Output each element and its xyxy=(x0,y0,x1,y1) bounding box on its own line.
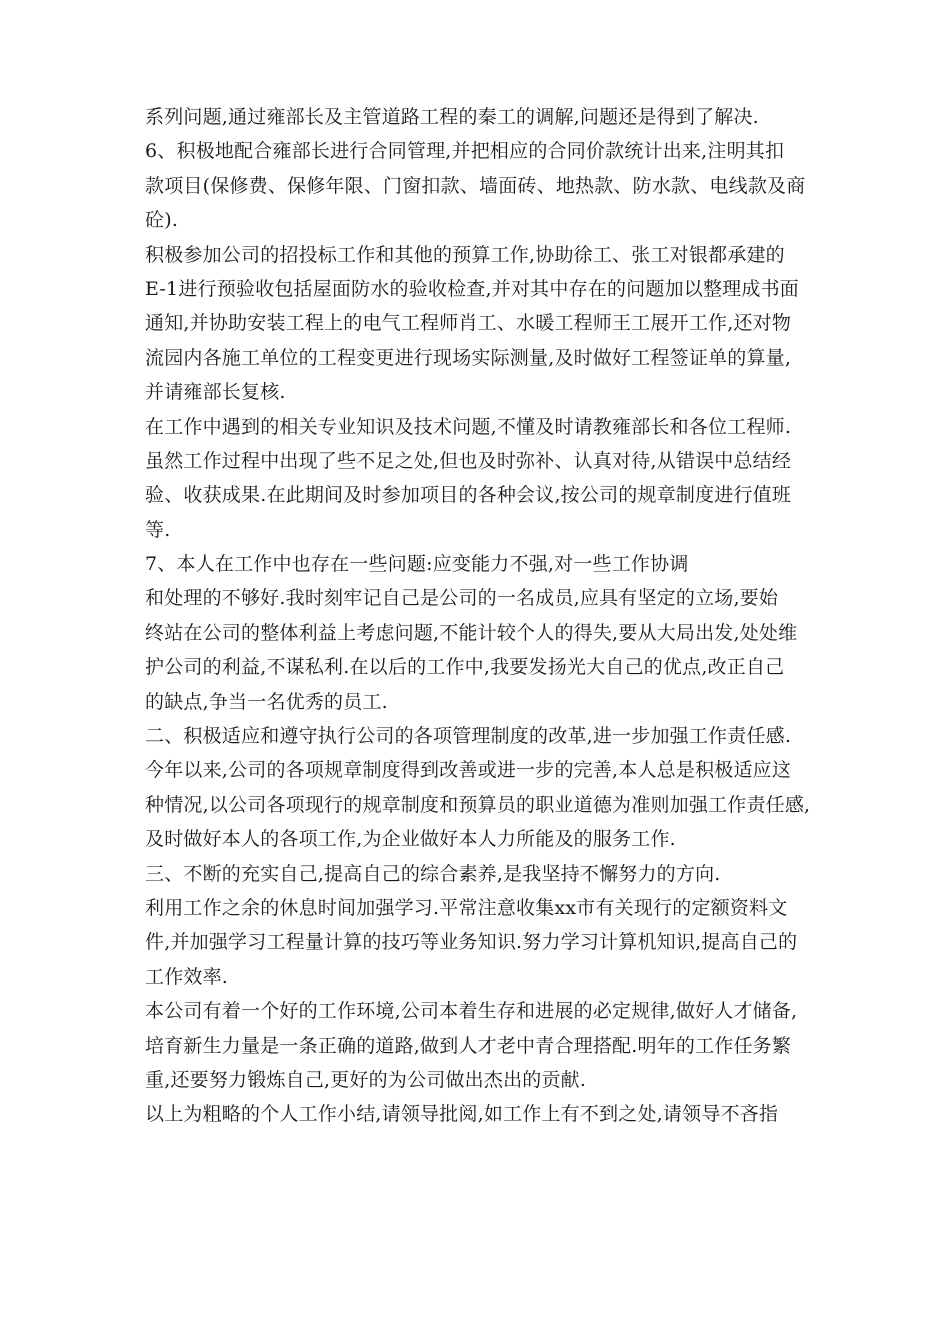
text-line: 通知,并协助安装工程上的电气工程师肖工、水暖工程师王工展开工作,还对物 xyxy=(145,312,792,335)
document-body xyxy=(145,100,815,1132)
text-line: 以上为粗略的个人工作小结,请领导批阅,如工作上有不到之处,请领导不吝指 xyxy=(145,1103,779,1126)
text-line: 利用工作之余的休息时间加强学习.平常注意收集xx市有关现行的定额资料文 xyxy=(145,896,788,919)
text-line: 款项目(保修费、保修年限、门窗扣款、墙面砖、地热款、防水款、电线款及商 xyxy=(145,174,806,197)
text-line: 积极参加公司的招投标工作和其他的预算工作,协助徐工、张工对银都承建的 xyxy=(145,243,785,266)
text-line: 6、积极地配合雍部长进行合同管理,并把相应的合同价款统计出来,注明其扣 xyxy=(145,140,785,163)
text-line: 件,并加强学习工程量计算的技巧等业务知识.努力学习计算机知识,提高自己的 xyxy=(145,931,798,954)
text-line: 7、本人在工作中也存在一些问题:应变能力不强,对一些工作协调 xyxy=(145,553,689,576)
text-line: 虽然工作过程中出现了些不足之处,但也及时弥补、认真对待,从错误中总结经 xyxy=(145,449,792,472)
text-line: 的缺点,争当一名优秀的员工. xyxy=(145,690,388,713)
text-line: 在工作中遇到的相关专业知识及技术问题,不懂及时请教雍部长和各位工程师. xyxy=(145,415,792,438)
text-line: 重,还要努力锻炼自己,更好的为公司做出杰出的贡献. xyxy=(145,1068,587,1091)
text-line: 护公司的利益,不谋私利.在以后的工作中,我要发扬光大自己的优点,改正自己 xyxy=(145,656,785,679)
text-line: 培育新生力量是一条正确的道路,做到人才老中青合理搭配.明年的工作任务繁 xyxy=(145,1034,792,1057)
text-line: 二、积极适应和遵守执行公司的各项管理制度的改革,进一步加强工作责任感. xyxy=(145,725,792,748)
text-line: E-1进行预验收包括屋面防水的验收检查,并对其中存在的问题加以整理成书面 xyxy=(145,277,799,300)
text-line: 本公司有着一个好的工作环境,公司本着生存和进展的必定规律,做好人才储备, xyxy=(145,1000,798,1023)
text-line: 验、收获成果.在此期间及时参加项目的各种会议,按公司的规章制度进行值班 xyxy=(145,484,792,507)
text-line: 工作效率. xyxy=(145,965,229,988)
text-line: 等. xyxy=(145,518,171,541)
text-line: 砼). xyxy=(145,209,179,232)
text-line: 系列问题,通过雍部长及主管道路工程的秦工的调解,问题还是得到了解决. xyxy=(145,106,759,128)
text-line: 三、不断的充实自己,提高自己的综合素养,是我坚持不懈努力的方向. xyxy=(145,862,721,885)
text-line: 今年以来,公司的各项规章制度得到改善或进一步的完善,本人总是积极适应这 xyxy=(145,759,792,782)
text-line: 和处理的不够好.我时刻牢记自己是公司的一名成员,应具有坚定的立场,要始 xyxy=(145,587,779,610)
text-line: 并请雍部长复核. xyxy=(145,381,286,404)
text-line: 及时做好本人的各项工作,为企业做好本人力所能及的服务工作. xyxy=(145,828,676,851)
text-line: 终站在公司的整体利益上考虑问题,不能计较个人的得失,要从大局出发,处处维 xyxy=(145,621,798,644)
text-line: 流园内各施工单位的工程变更进行现场实际测量,及时做好工程签证单的算量, xyxy=(145,346,792,369)
text-line: 种情况,以公司各项现行的规章制度和预算员的职业道德为准则加强工作责任感, xyxy=(145,793,811,816)
